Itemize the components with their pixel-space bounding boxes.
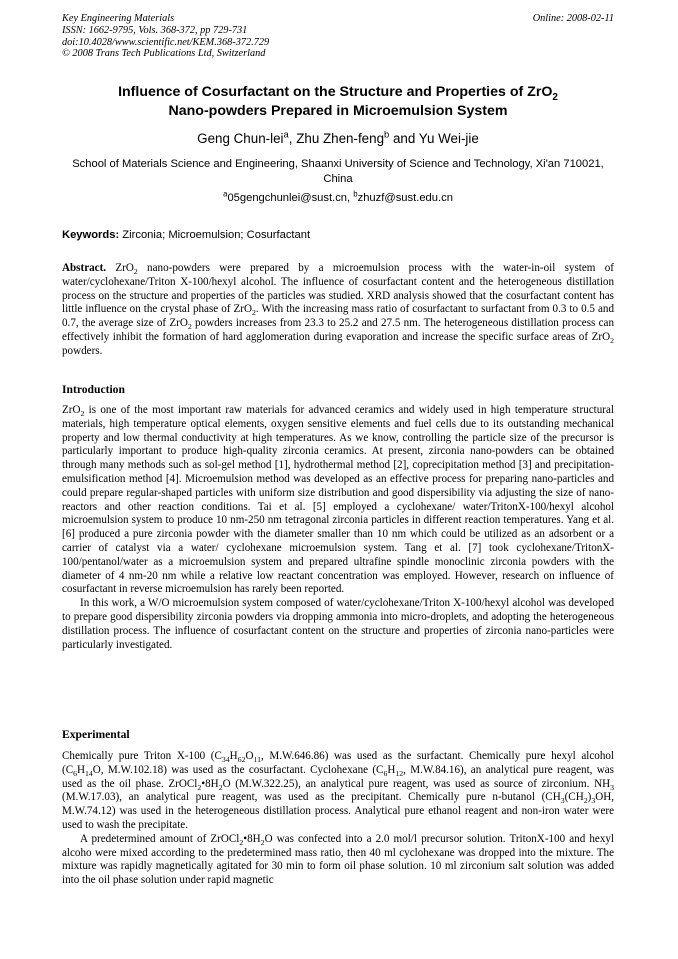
email-b[interactable]: zhuzf@sust.edu.cn bbox=[357, 192, 453, 204]
experimental-paragraph-1: Chemically pure Triton X-100 ($C_{34}H_{62}O_{11}$, M.W.646.86) was used as the surfactant. Chemically pure hexyl alcohol ($C_6H_{14}O$, M.W.102.18) was used as the cosurfactant. Cyclohexane ($C_6H_{12}$, M.W.84.16), an analytical pure reagent, was used as the oil phase. $ZrOCl_2•8H_2O$ (M.W.322.25), an analytical pure reagent, was used as source of zirconium. $NH_3$ (M.W.17.03), an analytical pure reagent, was used as the precipitant. Chemically pure n-butanol ($CH_3(CH_2)_3OH$, M.W.74.12) was used in the heterogeneous distillation process. Analytical pure ethanol reagent and non-iron water were used to wash the precipitate. bbox=[62, 750, 615, 831]
keywords bbox=[62, 228, 614, 243]
keywords-label: Keywords: bbox=[62, 229, 120, 241]
journal-name: Key Engineering Materials bbox=[62, 13, 175, 24]
intro-paragraph-2: In this work, a W/O microemulsion system composed of water/cyclohexane/Triton X-100/hexyl alcohol was developed to prepare good dispersibility zirconia powders via dropping ammonia into micro-droplets, and adopting the heterogeneous distillation process. The influence of cosurfactant content on the structure and properties of zirconia nano-particles were particularly investigated. bbox=[62, 597, 614, 651]
doi-line: doi:10.4028/www.scientific.net/KEM.368-372.729 bbox=[62, 36, 270, 48]
online-date: Online: 2008-02-11 bbox=[532, 13, 614, 24]
author-1: Geng Chun-lei bbox=[197, 131, 284, 146]
experimental-heading: Experimental bbox=[62, 728, 130, 741]
paper-title bbox=[62, 83, 614, 121]
author-3: Yu Wei-jie bbox=[418, 131, 479, 146]
keywords-text: Zirconia; Microemulsion; Cosurfactant bbox=[119, 229, 311, 241]
title-line-1: Influence of Cosurfactant on the Structure and Properties of ZrO$_2$ bbox=[118, 84, 558, 103]
abstract-label: Abstract. bbox=[62, 262, 107, 274]
email-a[interactable]: 05gengchunlei@sust.cn, bbox=[227, 192, 354, 204]
intro-paragraph-1: ZrO$_2$ is one of the most important raw materials for advanced ceramics and widely used in high temperature structural materials, high temperature optical elements, oxygen sensitive elements and fuel cells due to its outstanding mechanical property and low thermal conductivity at high temperatures. As we know, controlling the particle size of the precursor is particularly important to produce high-quality zirconia ceramics. At present, zirconia nano-powders can be obtained through many methods such as sol-gel method [1], hydrothermal method [2], coprecipitation method [3] and precipitation-emulsification method [4]. Microemulsion method was developed as an effective process for preparing nano-particles and could prepare regular-shaped particles with uniform size distribution and good dispersibility via adjusting the size of nano-reactors and other reaction conditions. Tai et al. [5] employed a cyclohexane/ water/TritonX-100/hexyl alcohol microemulsion system to produce 10 nm-250 nm tetragonal zirconia particles in different reaction temperatures. Yang et al. [6] produced a pure zirconia powder with the diameter smaller than 10 nm which could be utilized as an adsorbent or a carrier of catalyst via a water/ cyclohexane microemulsion system. Tang et al. [7] took cyclohexane/TritonX-100/pentanol/water as a microemulsion system and prepared ultrafine spindle monoclinic zirconia powders with the diameter of 4 nm-20 nm while a relative low reactant concentration was employed. However, research on influence of cosurfactant in reverse microemulsion has rarely been reported. bbox=[62, 404, 614, 596]
introduction-heading: Introduction bbox=[62, 383, 125, 396]
affiliation: School of Materials Science and Engineering, Shaanxi University of Science and Technology, Xi'an 710021, China bbox=[72, 158, 604, 185]
copyright-line: © 2008 Trans Tech Publications Ltd, Switzerland bbox=[62, 48, 266, 60]
author-emails: $^a$05gengchunlei@sust.cn, $^b$zhuzf@sust.edu.cn bbox=[223, 189, 453, 204]
issn-line: ISSN: 1662-9795, Vols. 368-372, pp 729-731 bbox=[62, 24, 248, 36]
experimental-paragraph-2: A predetermined amount of $ZrOCl_2•8H_2O$ was confected into a 2.0 mol/l precursor solution. TritonX-100 and hexyl alcoho were mixed according to the predetermined mass ratio, then 40 ml cyclohexane was dropped into the mixture. The mixture was rapidly magnetically agitated for 30 min to form oil phase solution. 10 ml zirconium salt solution was added into the oil phase solution under rapid magnetic bbox=[62, 832, 614, 887]
journal-header bbox=[62, 13, 614, 60]
author-2: Zhu Zhen-feng bbox=[296, 131, 385, 146]
title-line-2: Nano-powders Prepared in Microemulsion System bbox=[168, 103, 508, 119]
abstract: Abstract. ZrO$_2$ nano-powders were prepared by a microemulsion process with the water-in-oil system of water/cyclohexane/Triton X-100/hexyl alcohol. The influence of cosurfactant content and the heterogeneous distillation process on the structure and properties of the particles was studied. XRD analysis showed that the cosurfactant content has little influence on the crystal phase of ZrO$_2$. With the increasing mass ratio of cosurfactant to surfactant from 0.3 to 0.5 and 0.7, the average size of ZrO$_2$ powders increases from 23.3 to 25.2 and 27.5 nm. The heterogeneous distillation process can effectively inhibit the formation of hard agglomeration during evaporation and increase the specific surface areas of ZrO$_2$ powders. bbox=[62, 262, 615, 357]
author-list: Geng Chun-lei$^a$, Zhu Zhen-feng$^b$ and Yu Wei-jie bbox=[197, 129, 479, 146]
experimental-body bbox=[62, 750, 614, 888]
introduction-body bbox=[62, 404, 614, 652]
